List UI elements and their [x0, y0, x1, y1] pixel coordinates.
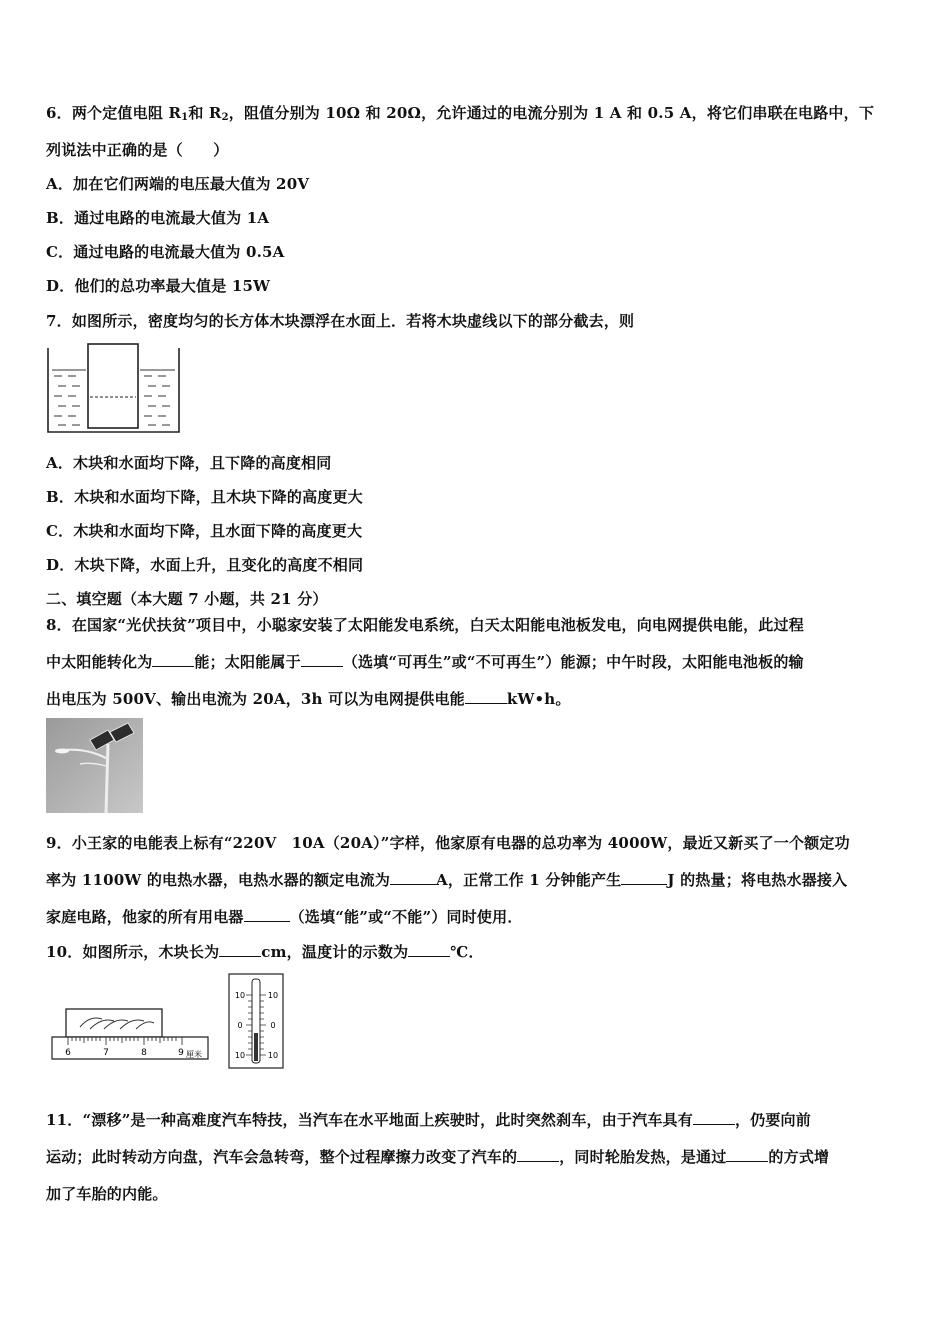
thermo-left-label-bottom: 10	[234, 1051, 246, 1060]
q11-blank-1[interactable]	[693, 1110, 735, 1125]
q6-stem-line1: 6．两个定值电阻 $R_1$和 $R_2$，阻值分别为 10Ω 和 20Ω，允许通过的电流分别为 1 A 和 0.5 A，将它们串联在电路中，下	[46, 104, 875, 123]
q9-line2: 率为 1100W 的电热水器，电热水器的额定电流为 A，正常工作 1 分钟能产生 J 的热量；将电热水器接入	[46, 871, 848, 889]
q7-option-a: A．木块和水面均下降，且下降的高度相同	[46, 454, 332, 472]
q8-line3: 出电压为 500V、输出电流为 20A，3h 可以为电网提供电能 kW•h。	[46, 690, 571, 708]
q10-blank-1[interactable]	[219, 942, 261, 957]
thermo-left-label-top: 10	[234, 991, 246, 1000]
q9-line3: 家庭电路，他家的所有用电器 （选填“能”或“不能”）同时使用．	[46, 908, 523, 926]
solar-streetlight-photo	[46, 718, 143, 813]
q8-line1: 8．在国家“光伏扶贫”项目中，小聪家安装了太阳能发电系统，白天太阳能电池板发电，向电网提供电能，此过程	[46, 616, 804, 634]
q7-option-b: B．木块和水面均下降，且木块下降的高度更大	[46, 488, 363, 506]
q6-option-a: A．加在它们两端的电压最大值为 20V	[46, 175, 310, 193]
q10-blank-2[interactable]	[408, 942, 450, 957]
q6-stem-line2: 列说法中正确的是（ ）	[46, 141, 229, 159]
section-fill-in-title: 二、填空题（本大题 7 小题，共 21 分）	[46, 590, 328, 608]
q8-blank-3[interactable]	[465, 689, 507, 704]
q6-option-d: D．他们的总功率最大值是 15W	[46, 277, 271, 295]
q11-blank-2[interactable]	[517, 1147, 559, 1162]
thermo-right-label-bottom: 10	[267, 1051, 279, 1060]
q11-line3: 加了车胎的内能。	[46, 1185, 168, 1203]
q7-option-c: C．木块和水面均下降，且水面下降的高度更大	[46, 522, 363, 540]
thermo-right-label-top: 10	[267, 991, 279, 1000]
q11-blank-3[interactable]	[726, 1147, 768, 1162]
liquid-column	[254, 1033, 258, 1061]
wood-block	[88, 344, 138, 428]
q9-line1: 9．小王家的电能表上标有“220V 10A（20A）”字样，他家原有电器的总功率为 4000W，最近又新买了一个额定功	[46, 834, 850, 852]
ruler-unit: 厘米	[186, 1050, 202, 1059]
wood-piece	[66, 1009, 162, 1037]
ruler-tick-7: 7	[103, 1048, 109, 1058]
q9-blank-1[interactable]	[390, 870, 436, 885]
q8-line2: 中太阳能转化为 能；太阳能属于 （选填“可再生”或“不可再生”）能源；中午时段，太阳能电池板的输	[46, 653, 804, 671]
ruler-tick-6: 6	[65, 1048, 71, 1058]
thermo-left-label-mid: 0	[237, 1021, 243, 1030]
q9-blank-3[interactable]	[244, 907, 290, 922]
q9-blank-2[interactable]	[621, 870, 667, 885]
q8-blank-2[interactable]	[301, 652, 343, 667]
ruler-tick-9: 9	[178, 1048, 184, 1058]
ruler-tick-8: 8	[141, 1048, 147, 1058]
q8-blank-1[interactable]	[152, 652, 194, 667]
q6-option-b: B．通过电路的电流最大值为 1A	[46, 209, 270, 227]
q11-line2: 运动；此时转动方向盘，汽车会急转弯，整个过程摩擦力改变了汽车的 ，同时轮胎发热，是通过 的方式增	[46, 1148, 830, 1166]
q6-option-c: C．通过电路的电流最大值为 0.5A	[46, 243, 285, 261]
ruler-figure	[50, 1005, 214, 1067]
thermo-right-label-mid: 0	[270, 1021, 276, 1030]
q7-option-d: D．木块下降，水面上升，且变化的高度不相同	[46, 556, 364, 574]
q10-stem: 10．如图所示，木块长为 cm，温度计的示数为 ℃．	[46, 943, 484, 961]
floating-block-figure	[44, 340, 184, 438]
q7-stem: 7．如图所示，密度均匀的长方体木块漂浮在水面上．若将木块虚线以下的部分截去，则	[46, 312, 635, 330]
thermometer-figure	[228, 973, 284, 1069]
q11-line1: 11．“漂移”是一种高难度汽车特技，当汽车在水平地面上疾驶时，此时突然刹车，由于汽车具有 ，仍要向前	[46, 1111, 811, 1129]
